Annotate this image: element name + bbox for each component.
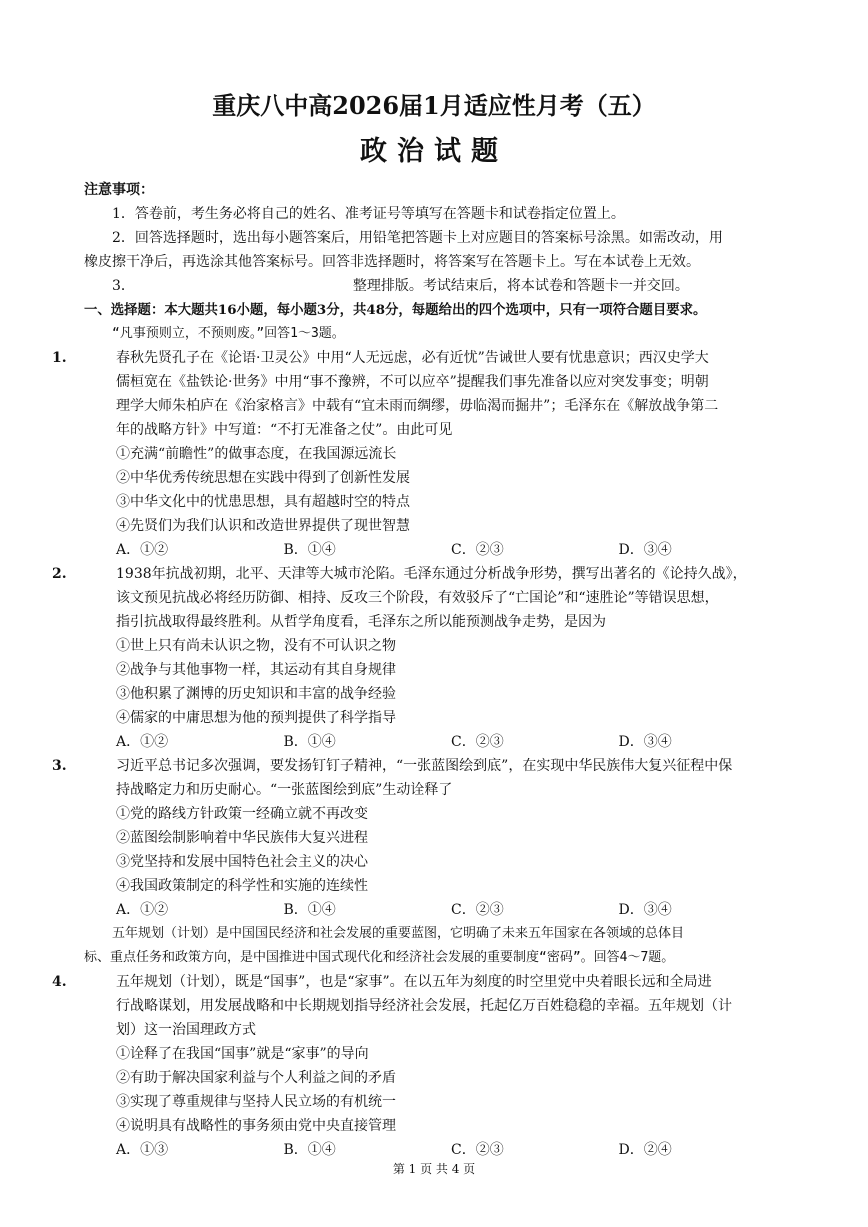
answer-options	[116, 730, 786, 754]
option-c: C．②③	[451, 734, 504, 750]
option-d: D．③④	[618, 734, 672, 750]
option-a: A．①②	[116, 902, 169, 918]
section-intro: 标、重点任务和政策方向，是中国推进中国式现代化和经济社会发展的重要制度“密码”。回答4～7题。	[84, 950, 675, 965]
question-number: 1.	[52, 350, 67, 366]
statement: ③党坚持和发展中国特色社会主义的决心	[116, 854, 368, 870]
question-text-line: 行战略谋划，用发展战略和中长期规划指导经济社会发展，托起亿万百姓稳稳的幸福。五年规划（计	[116, 998, 732, 1014]
question-3	[52, 754, 786, 922]
page-number-footer: 第 1 页 共 4 页	[392, 1162, 476, 1176]
section-intro: 五年规划（计划）是中国国民经济和社会发展的重要蓝图，它明确了未来五年国家在各领域的总体目	[112, 926, 685, 941]
answer-options	[116, 898, 786, 922]
exam-subject-title: 政治试题	[360, 136, 508, 167]
notice-item-3	[84, 274, 786, 298]
question-text-line: 持战略定力和历史耐心。“一张蓝图绘到底”生动诠释了	[116, 782, 453, 798]
option-d: D．②④	[618, 1142, 672, 1158]
statement: ②有助于解决国家利益与个人利益之间的矛盾	[116, 1070, 396, 1086]
option-a: A．①②	[116, 734, 169, 750]
question-number: 3.	[52, 758, 67, 774]
notice-item-3-number: 3．	[112, 278, 135, 294]
statement: ④我国政策制定的科学性和实施的连续性	[116, 878, 368, 894]
question-4	[52, 970, 786, 1162]
option-a: A．①③	[116, 1142, 169, 1158]
option-a: A．①②	[116, 542, 169, 558]
statement: ②蓝图绘制影响着中华民族伟大复兴进程	[116, 830, 368, 846]
notice-item: 1．答卷前，考生务必将自己的姓名、准考证号等填写在答题卡和试卷指定位置上。	[112, 206, 625, 222]
exam-content	[52, 178, 786, 1162]
statement: ③实现了尊重规律与坚持人民立场的有机统一	[116, 1094, 396, 1110]
question-text-line: 五年规划（计划），既是“国事”，也是“家事”。在以五年为刻度的时空里党中央着眼长远和全局进	[116, 974, 712, 990]
option-b: B．①④	[283, 1142, 336, 1158]
statement: ①世上只有尚未认识之物，没有不可认识之物	[116, 638, 396, 654]
statement: ④儒家的中庸思想为他的预判提供了科学指导	[116, 710, 396, 726]
option-b: B．①④	[283, 542, 336, 558]
option-b: B．①④	[283, 734, 336, 750]
option-d: D．③④	[618, 902, 672, 918]
option-b: B．①④	[283, 902, 336, 918]
option-c: C．②③	[451, 542, 504, 558]
question-1	[52, 346, 786, 562]
question-number: 2.	[52, 566, 67, 582]
statement: ③中华文化中的忧患思想，具有超越时空的特点	[116, 494, 410, 510]
question-number: 4.	[52, 974, 67, 990]
question-text-line: 儒桓宽在《盐铁论·世务》中用“事不豫辨，不可以应卒”提醒我们事先准备以应对突发事变；明朝	[116, 374, 709, 390]
section-heading: 一、选择题：本大题共16小题，每小题3分，共48分，每题给出的四个选项中，只有一项符合题目要求。	[84, 302, 707, 318]
option-c: C．②③	[451, 1142, 504, 1158]
statement: ①党的路线方针政策一经确立就不再改变	[116, 806, 368, 822]
notice-item: 2．回答选择题时，选出每小题答案后，用铅笔把答题卡上对应题目的答案标号涂黑。如需改动，用	[112, 230, 723, 246]
notice-item-3-text: 整理排版。考试结束后，将本试卷和答题卡一并交回。	[352, 278, 689, 294]
option-d: D．③④	[618, 542, 672, 558]
statement: ④先贤们为我们认识和改造世界提供了现世智慧	[116, 518, 410, 534]
question-2	[52, 562, 786, 754]
question-text-line: 该文预见抗战必将经历防御、相持、反攻三个阶段，有效驳斥了“亡国论”和“速胜论”等错误思想，	[116, 590, 719, 606]
question-text-line: 习近平总书记多次强调，要发扬钉钉子精神，“一张蓝图绘到底”，在实现中华民族伟大复兴征程中保	[116, 758, 733, 774]
option-c: C．②③	[451, 902, 504, 918]
question-text-line: 划）这一治国理政方式	[116, 1022, 256, 1038]
statement: ②中华优秀传统思想在实践中得到了创新性发展	[116, 470, 410, 486]
question-text-line: 理学大师朱柏庐在《治家格言》中载有“宜未雨而绸缪，毋临渴而掘井”；毛泽东在《解放战争第二	[116, 398, 719, 414]
notice-heading: 注意事项：	[84, 182, 154, 198]
question-text-line: 指引抗战取得最终胜利。从哲学角度看，毛泽东之所以能预测战争走势，是因为	[116, 614, 606, 630]
statement: ③他积累了渊博的历史知识和丰富的战争经验	[116, 686, 396, 702]
question-text-line: 1938年抗战初期，北平、天津等大城市沦陷。毛泽东通过分析战争形势，撰写出著名的《论持久战》，	[116, 566, 747, 582]
statement: ①诠释了在我国“国事”就是“家事”的导向	[116, 1046, 369, 1062]
answer-options	[116, 538, 786, 562]
question-text-line: 年的战略方针》中写道：“不打无准备之仗”。由此可见	[116, 422, 453, 438]
exam-title: 重庆八中高2026届1月适应性月考（五）	[212, 91, 656, 120]
notice-item: 橡皮擦干净后，再选涂其他答案标号。回答非选择题时，将答案写在答题卡上。写在本试卷上无效。	[84, 254, 700, 270]
section-intro: “凡事预则立，不预则废。”回答1～3题。	[112, 326, 345, 341]
question-text-line: 春秋先贤孔子在《论语·卫灵公》中用“人无远虑，必有近忧”告诫世人要有忧患意识；西汉史学大	[116, 350, 709, 366]
statement: ④说明具有战略性的事务须由党中央直接管理	[116, 1118, 396, 1134]
statement: ②战争与其他事物一样，其运动有其自身规律	[116, 662, 396, 678]
statement: ①充满“前瞻性”的做事态度，在我国源远流长	[116, 446, 397, 462]
